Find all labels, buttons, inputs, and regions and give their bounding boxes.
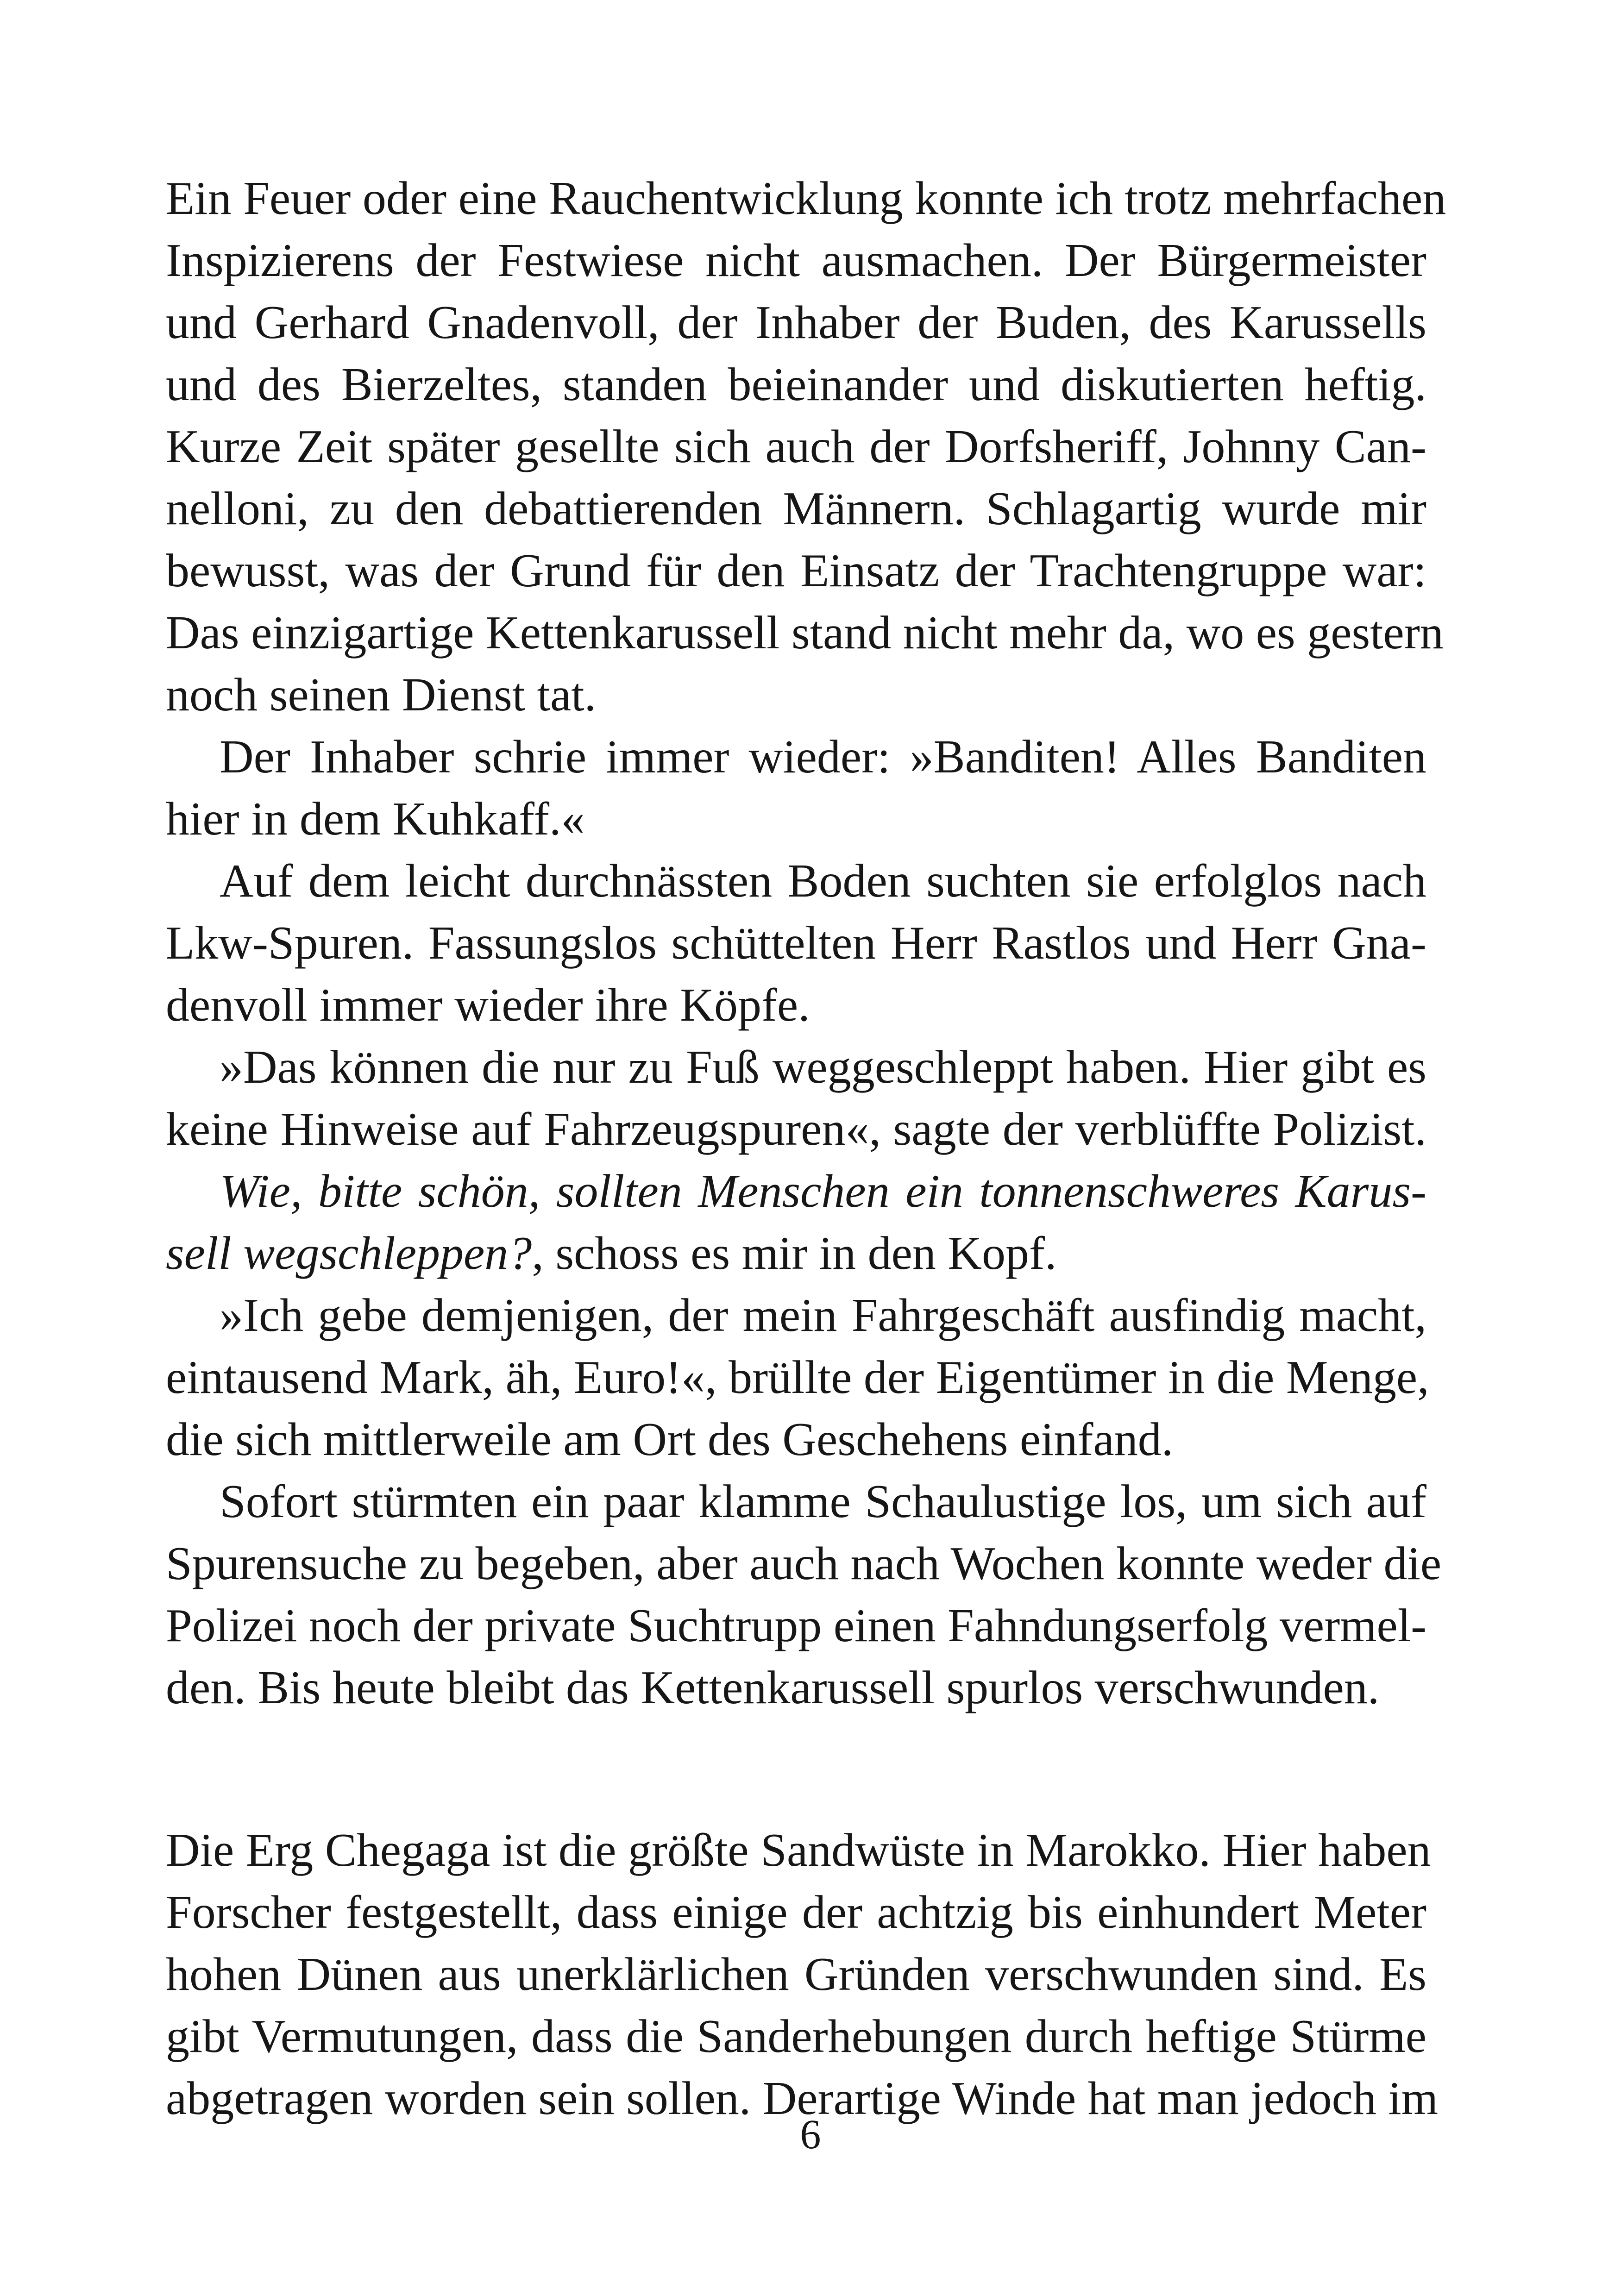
- text-line: Die Erg Chegaga ist die größte Sandwüste in Marokko. Hier haben: [166, 1824, 1431, 1876]
- section-break: [166, 1719, 1426, 1819]
- text-line: [166, 1223, 1426, 1285]
- text-line: Auf dem leicht durchnässten Boden suchten sie erfolglos nach: [220, 855, 1426, 907]
- text-line: Spurensuche zu begeben, aber auch nach Wochen konnte weder die: [166, 1537, 1442, 1590]
- text-line: Sofort stürmten ein paar klamme Schaulustige los, um sich auf: [220, 1475, 1426, 1528]
- italic-text: sell wegschleppen?: [166, 1227, 532, 1280]
- text-line: Der Inhaber schrie immer wieder: »Banditen! Alles Banditen: [220, 731, 1426, 783]
- text-line: Ein Feuer oder eine Rauchentwicklung konnte ich trotz mehrfachen: [166, 172, 1446, 225]
- text-line: abgetragen worden sein sollen. Derartige Winde hat man jedoch im: [166, 2072, 1439, 2125]
- text-line: und des Bierzeltes, standen beieinander und diskutierten heftig.: [166, 358, 1426, 411]
- text-line: Polizei noch der private Suchtrupp einen Fahndungserfolg vermel-: [166, 1600, 1427, 1652]
- text-fragment: , schoss es mir in den Kopf.: [532, 1227, 1057, 1280]
- text-line: die sich mittlerweile am Ort des Geschehens einfand.: [166, 1413, 1174, 1466]
- page-number: 6: [800, 2112, 821, 2158]
- text-line: bewusst, was der Grund für den Einsatz der Trachtengruppe war:: [166, 545, 1426, 597]
- text-line: eintausend Mark, äh, Euro!«, brüllte der Eigentümer in die Menge,: [166, 1351, 1429, 1404]
- text-line: [166, 1161, 1426, 1223]
- page-text: [166, 168, 1446, 2130]
- text-line: hohen Dünen aus unerklärlichen Gründen verschwunden sind. Es: [166, 1948, 1426, 2001]
- text-line: nelloni, zu den debattierenden Männern. Schlagartig wurde mir: [166, 483, 1426, 535]
- italic-text: Wie, bitte schön, sollten Menschen ein tonnenschweres Karus-: [220, 1165, 1426, 1217]
- text-line: keine Hinweise auf Fahrzeugspuren«, sagte der verblüffte Polizist.: [166, 1103, 1426, 1155]
- text-line: Das einzigartige Kettenkarussell stand nicht mehr da, wo es gestern: [166, 607, 1444, 659]
- text-line: den. Bis heute bleibt das Kettenkarussell spurlos verschwunden.: [166, 1662, 1380, 1714]
- text-line: »Das können die nur zu Fuß weggeschleppt haben. Hier gibt es: [220, 1041, 1426, 1093]
- text-line: Forscher festgestellt, dass einige der achtzig bis einhundert Meter: [166, 1886, 1426, 1938]
- text-line: »Ich gebe demjenigen, der mein Fahrgeschäft ausfindig macht,: [220, 1289, 1426, 1342]
- text-line: und Gerhard Gnadenvoll, der Inhaber der Buden, des Karussells: [166, 296, 1426, 349]
- text-line: hier in dem Kuhkaff.«: [166, 793, 585, 845]
- text-line: denvoll immer wieder ihre Köpfe.: [166, 979, 810, 1031]
- text-line: Inspizierens der Festwiese nicht ausmachen. Der Bürgermeister: [166, 234, 1426, 287]
- text-line: Kurze Zeit später gesellte sich auch der Dorfsheriff, Johnny Can-: [166, 420, 1426, 473]
- text-line: noch seinen Dienst tat.: [166, 669, 597, 721]
- text-line: Lkw-Spuren. Fassungslos schüttelten Herr Rastlos und Herr Gna-: [166, 917, 1426, 969]
- text-line: gibt Vermutungen, dass die Sanderhebungen durch heftige Stürme: [166, 2010, 1426, 2063]
